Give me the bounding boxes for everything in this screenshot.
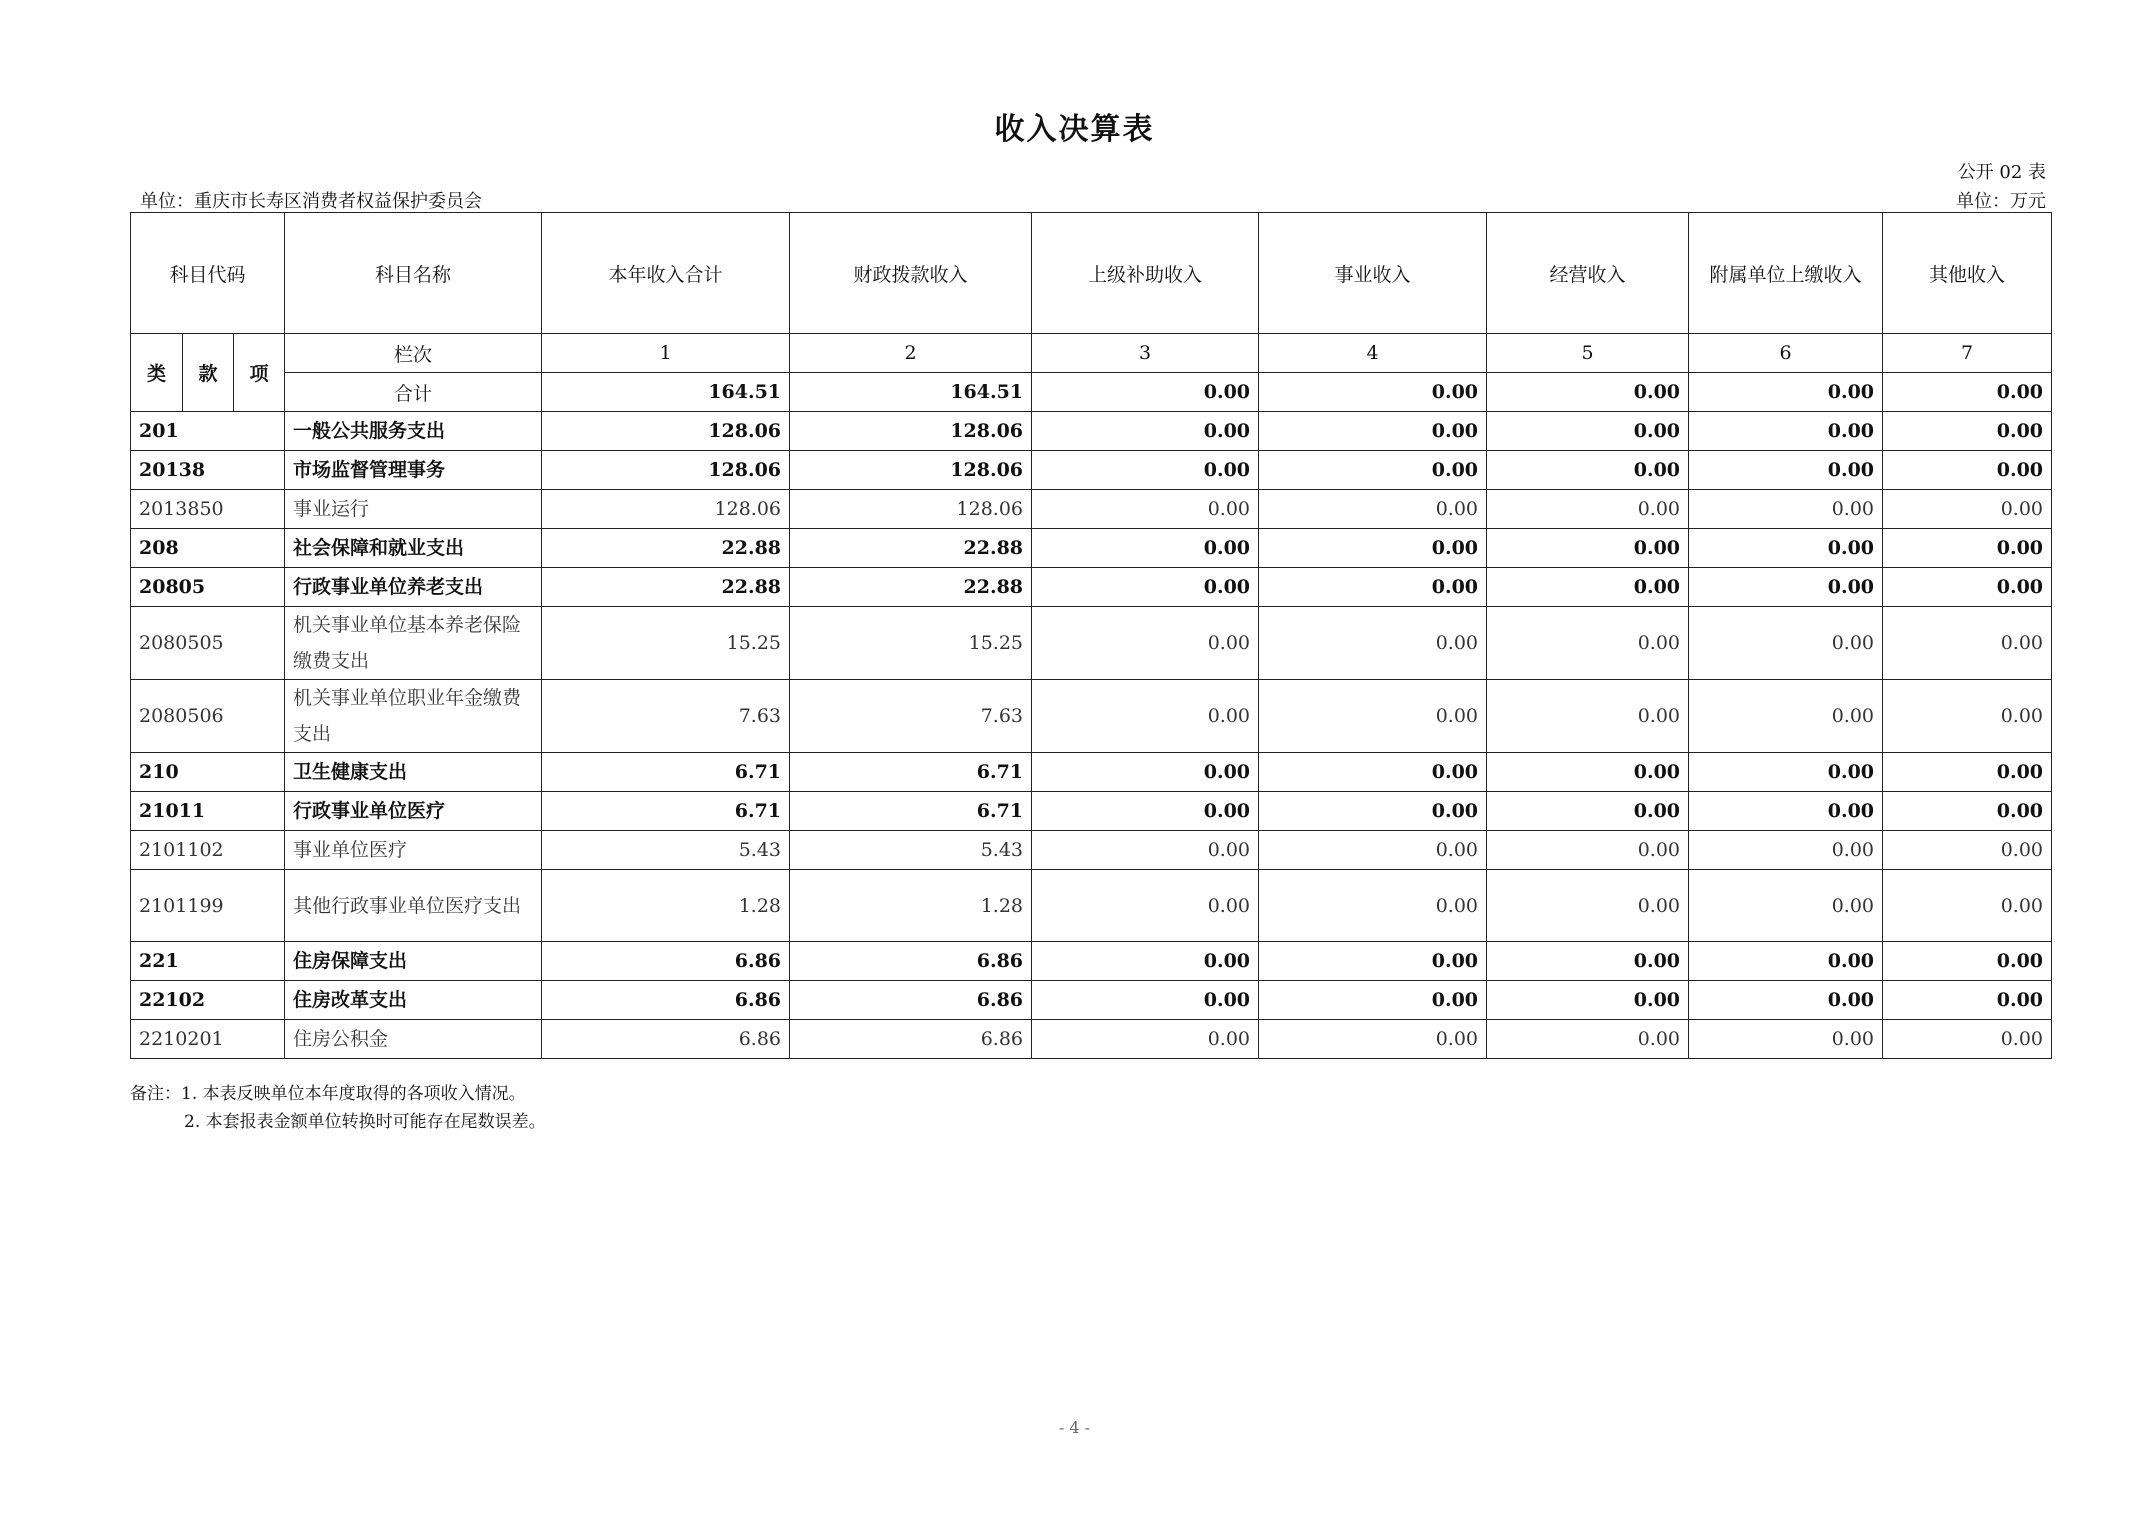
row-value: 22.88 (542, 568, 790, 607)
row-value: 0.00 (1883, 792, 2052, 831)
row-value: 0.00 (1487, 451, 1689, 490)
row-value: 0.00 (1259, 451, 1487, 490)
row-value: 0.00 (1032, 529, 1259, 568)
row-value: 0.00 (1032, 412, 1259, 451)
row-value: 0.00 (1883, 680, 2052, 753)
row-value: 0.00 (1487, 831, 1689, 870)
row-value: 6.71 (542, 792, 790, 831)
row-value: 0.00 (1259, 607, 1487, 680)
row-code: 221 (131, 942, 285, 981)
header-col-5: 经营收入 (1487, 213, 1689, 334)
page-title: 收入决算表 (994, 112, 1155, 147)
row-code: 22102 (131, 981, 285, 1020)
row-value: 0.00 (1032, 942, 1259, 981)
row-value: 0.00 (1883, 942, 2052, 981)
row-value: 0.00 (1032, 831, 1259, 870)
table-row (131, 753, 2052, 792)
row-value: 0.00 (1883, 831, 2052, 870)
table-row (131, 451, 2052, 490)
row-value: 6.86 (542, 981, 790, 1020)
row-value: 0.00 (1487, 680, 1689, 753)
row-code: 2101102 (131, 831, 285, 870)
header-name: 科目名称 (285, 213, 542, 334)
row-value: 0.00 (1032, 568, 1259, 607)
row-value: 0.00 (1487, 529, 1689, 568)
row-value: 0.00 (1883, 451, 2052, 490)
row-code: 2013850 (131, 490, 285, 529)
row-value: 7.63 (542, 680, 790, 753)
row-value: 0.00 (1689, 568, 1883, 607)
row-value: 128.06 (790, 412, 1032, 451)
row-value: 6.86 (790, 1020, 1032, 1059)
col-number: 3 (1032, 334, 1259, 373)
row-value: 1.28 (542, 870, 790, 942)
row-value: 0.00 (1032, 451, 1259, 490)
row-value: 0.00 (1032, 680, 1259, 753)
header-col-6: 附属单位上缴收入 (1689, 213, 1883, 334)
row-name: 住房保障支出 (285, 942, 542, 981)
total-label: 合计 (285, 373, 542, 412)
row-name: 一般公共服务支出 (285, 412, 542, 451)
table-row (131, 1020, 2052, 1059)
header-kuan: 款 (183, 334, 234, 412)
row-value: 0.00 (1032, 490, 1259, 529)
col-number: 2 (790, 334, 1032, 373)
row-name: 市场监督管理事务 (285, 451, 542, 490)
row-value: 0.00 (1259, 792, 1487, 831)
row-code: 21011 (131, 792, 285, 831)
row-value: 0.00 (1689, 490, 1883, 529)
total-value: 0.00 (1487, 373, 1689, 412)
row-value: 128.06 (790, 451, 1032, 490)
row-value: 0.00 (1259, 870, 1487, 942)
row-code: 201 (131, 412, 285, 451)
note-2: 2. 本套报表金额单位转换时可能存在尾数误差。 (184, 1112, 546, 1132)
row-value: 0.00 (1487, 568, 1689, 607)
row-value: 0.00 (1883, 981, 2052, 1020)
row-value: 0.00 (1883, 529, 2052, 568)
table-row (131, 529, 2052, 568)
row-value: 0.00 (1883, 568, 2052, 607)
row-value: 0.00 (1259, 753, 1487, 792)
row-value: 0.00 (1487, 870, 1689, 942)
header-row (131, 213, 2052, 334)
row-name: 事业单位医疗 (285, 831, 542, 870)
row-value: 0.00 (1259, 568, 1487, 607)
row-value: 0.00 (1259, 680, 1487, 753)
row-value: 5.43 (790, 831, 1032, 870)
row-value: 6.71 (790, 792, 1032, 831)
row-value: 0.00 (1689, 1020, 1883, 1059)
row-value: 0.00 (1259, 490, 1487, 529)
header-lanci: 栏次 (285, 334, 542, 373)
col-number: 7 (1883, 334, 2052, 373)
row-name: 行政事业单位医疗 (285, 792, 542, 831)
row-value: 0.00 (1032, 1020, 1259, 1059)
row-name: 社会保障和就业支出 (285, 529, 542, 568)
unit-organization: 单位：重庆市长寿区消费者权益保护委员会 (140, 191, 482, 212)
row-name: 住房改革支出 (285, 981, 542, 1020)
row-value: 0.00 (1032, 607, 1259, 680)
row-value: 22.88 (790, 568, 1032, 607)
total-row (131, 373, 2052, 412)
row-name: 机关事业单位基本养老保险缴费支出 (285, 607, 542, 680)
row-value: 0.00 (1032, 870, 1259, 942)
row-value: 0.00 (1689, 529, 1883, 568)
form-number: 公开 02 表 (1957, 162, 2046, 183)
row-value: 0.00 (1259, 831, 1487, 870)
row-value: 1.28 (790, 870, 1032, 942)
row-value: 0.00 (1487, 412, 1689, 451)
row-value: 0.00 (1689, 412, 1883, 451)
row-value: 6.86 (542, 1020, 790, 1059)
row-value: 0.00 (1032, 792, 1259, 831)
col-number: 4 (1259, 334, 1487, 373)
row-value: 0.00 (1689, 607, 1883, 680)
row-value: 0.00 (1487, 942, 1689, 981)
total-value: 164.51 (542, 373, 790, 412)
row-value: 22.88 (790, 529, 1032, 568)
row-value: 0.00 (1689, 451, 1883, 490)
table-row (131, 981, 2052, 1020)
row-value: 5.43 (542, 831, 790, 870)
table-row (131, 412, 2052, 451)
row-value: 0.00 (1883, 870, 2052, 942)
row-name: 其他行政事业单位医疗支出 (285, 870, 542, 942)
row-value: 0.00 (1032, 981, 1259, 1020)
table-row (131, 831, 2052, 870)
row-value: 6.86 (542, 942, 790, 981)
total-value: 0.00 (1883, 373, 2052, 412)
total-value: 164.51 (790, 373, 1032, 412)
table-row (131, 490, 2052, 529)
table-row (131, 942, 2052, 981)
row-value: 0.00 (1259, 412, 1487, 451)
row-code: 20805 (131, 568, 285, 607)
row-value: 0.00 (1689, 680, 1883, 753)
row-value: 6.71 (542, 753, 790, 792)
table-row (131, 680, 2052, 753)
row-code: 2101199 (131, 870, 285, 942)
row-value: 128.06 (542, 412, 790, 451)
row-value: 0.00 (1487, 981, 1689, 1020)
row-value: 0.00 (1487, 753, 1689, 792)
row-value: 0.00 (1689, 870, 1883, 942)
lanci-row (131, 334, 2052, 373)
header-col-4: 事业收入 (1259, 213, 1487, 334)
row-value: 0.00 (1259, 942, 1487, 981)
row-value: 0.00 (1689, 981, 1883, 1020)
table-row (131, 792, 2052, 831)
row-name: 事业运行 (285, 490, 542, 529)
row-code: 2080506 (131, 680, 285, 753)
row-value: 15.25 (542, 607, 790, 680)
row-code: 208 (131, 529, 285, 568)
header-col-2: 财政拨款收入 (790, 213, 1032, 334)
row-value: 6.86 (790, 942, 1032, 981)
row-code: 210 (131, 753, 285, 792)
table-row (131, 568, 2052, 607)
col-number: 5 (1487, 334, 1689, 373)
row-code: 2210201 (131, 1020, 285, 1059)
row-value: 0.00 (1259, 1020, 1487, 1059)
table-row (131, 607, 2052, 680)
row-value: 0.00 (1689, 942, 1883, 981)
row-code: 20138 (131, 451, 285, 490)
row-value: 0.00 (1883, 607, 2052, 680)
table-row (131, 870, 2052, 942)
row-value: 0.00 (1689, 831, 1883, 870)
row-value: 0.00 (1883, 412, 2052, 451)
row-value: 7.63 (790, 680, 1032, 753)
header-col-3: 上级补助收入 (1032, 213, 1259, 334)
header-col-1: 本年收入合计 (542, 213, 790, 334)
header-lei: 类 (131, 334, 183, 412)
page-number: - 4 - (1058, 1418, 1091, 1437)
row-value: 22.88 (542, 529, 790, 568)
notes (130, 1080, 546, 1136)
income-table (130, 212, 2052, 1059)
row-name: 住房公积金 (285, 1020, 542, 1059)
row-value: 0.00 (1487, 1020, 1689, 1059)
header-code: 科目代码 (131, 213, 285, 334)
row-value: 128.06 (542, 451, 790, 490)
row-code: 2080505 (131, 607, 285, 680)
note-1: 备注：1. 本表反映单位本年度取得的各项收入情况。 (130, 1084, 526, 1104)
row-name: 卫生健康支出 (285, 753, 542, 792)
row-value: 0.00 (1259, 529, 1487, 568)
total-value: 0.00 (1032, 373, 1259, 412)
row-value: 0.00 (1259, 981, 1487, 1020)
col-number: 1 (542, 334, 790, 373)
row-value: 0.00 (1689, 792, 1883, 831)
header-xiang: 项 (234, 334, 285, 412)
row-value: 0.00 (1883, 1020, 2052, 1059)
row-value: 0.00 (1487, 792, 1689, 831)
row-value: 0.00 (1032, 753, 1259, 792)
row-value: 128.06 (790, 490, 1032, 529)
row-value: 6.71 (790, 753, 1032, 792)
row-value: 0.00 (1487, 490, 1689, 529)
col-number: 6 (1689, 334, 1883, 373)
total-value: 0.00 (1689, 373, 1883, 412)
row-value: 0.00 (1883, 490, 2052, 529)
row-value: 0.00 (1689, 753, 1883, 792)
row-value: 0.00 (1883, 753, 2052, 792)
unit-money: 单位：万元 (1956, 191, 2046, 212)
row-value: 6.86 (790, 981, 1032, 1020)
row-value: 128.06 (542, 490, 790, 529)
row-value: 0.00 (1487, 607, 1689, 680)
row-name: 行政事业单位养老支出 (285, 568, 542, 607)
total-value: 0.00 (1259, 373, 1487, 412)
row-name: 机关事业单位职业年金缴费支出 (285, 680, 542, 753)
header-col-7: 其他收入 (1883, 213, 2052, 334)
row-value: 15.25 (790, 607, 1032, 680)
